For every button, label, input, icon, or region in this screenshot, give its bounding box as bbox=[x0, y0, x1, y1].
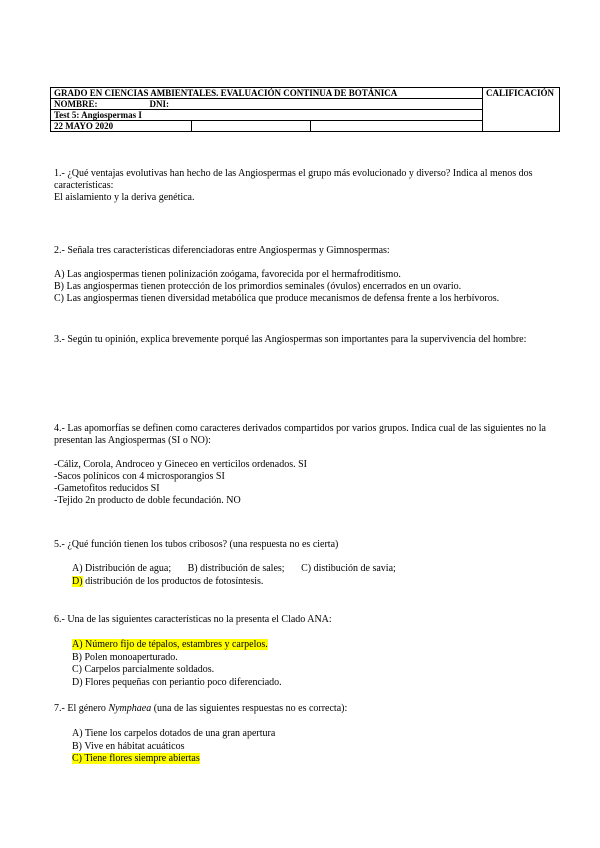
question-5-option-d-text: distribución de los productos de fotosíntesis. bbox=[82, 575, 264, 587]
question-5-options bbox=[72, 563, 396, 588]
question-5-text: 5.- ¿Qué función tienen los tubos cribosos? (una respuesta no es cierta) bbox=[54, 539, 339, 550]
question-1 bbox=[54, 168, 546, 204]
question-7 bbox=[54, 703, 546, 715]
question-6-option-b: B) Polen monoaperturado. bbox=[72, 651, 178, 663]
question-7-text-post: (una de las siguientes respuestas no es correcta): bbox=[151, 703, 348, 714]
question-4-item: -Sacos polínicos con 4 microsporangios SI bbox=[54, 471, 225, 482]
exam-title: GRADO EN CIENCIAS AMBIENTALES. EVALUACIÓN CONTINUA DE BOTÁNICA bbox=[51, 88, 483, 99]
question-7-options bbox=[72, 728, 275, 766]
question-7-option-b: B) Vive en hábitat acuáticos bbox=[72, 740, 185, 752]
question-5-option-a: A) Distribución de agua; bbox=[72, 563, 172, 574]
calificacion-cell: CALIFICACIÓN bbox=[483, 88, 560, 132]
question-6-option-d: D) Flores pequeñas con periantio poco diferenciado. bbox=[72, 676, 282, 688]
question-7-text bbox=[54, 703, 546, 715]
empty-cell-1 bbox=[192, 121, 311, 132]
question-6-option-c: C) Carpelos parcialmente soldados. bbox=[72, 664, 215, 675]
question-4-item: -Tejido 2n producto de doble fecundación. NO bbox=[54, 495, 241, 506]
question-5-option-c: C) distibución de savia; bbox=[301, 563, 396, 574]
question-4-item: -Gametofitos reducidos SI bbox=[54, 483, 160, 494]
question-2-answer-b: B) Las angiospermas tienen protección de los primordios seminales (óvulos) encerrados en un ovario. bbox=[54, 281, 462, 292]
header-table bbox=[50, 87, 560, 132]
nombre-label: NOMBRE: bbox=[54, 99, 98, 109]
question-6 bbox=[54, 614, 546, 626]
question-6-options bbox=[72, 639, 282, 689]
question-3-text: 3.- Según tu opinión, explica brevemente porqué las Angiospermas son importantes para la supervivencia del hombre: bbox=[54, 334, 527, 345]
question-7-text-pre: 7.- El género bbox=[54, 703, 109, 714]
question-1-answer: El aislamiento y la deriva genética. bbox=[54, 192, 195, 203]
question-2-answer-c: C) Las angiospermas tienen diversidad metabólica que produce mecanismos de defensa frente a los herbívoros. bbox=[54, 293, 500, 304]
question-6-text: 6.- Una de las siguientes características no la presenta el Clado ANA: bbox=[54, 614, 332, 625]
question-5-option-d-letter: D) bbox=[72, 575, 83, 587]
question-7-genus: Nymphaea bbox=[108, 703, 152, 714]
question-2-answer-a: A) Las angiospermas tienen polinización zoógama, favorecida por el hermafroditismo. bbox=[54, 269, 401, 280]
nombre-row bbox=[51, 99, 483, 110]
test-name: Test 5: Angiospermas I bbox=[51, 110, 483, 121]
question-5-option-d bbox=[72, 576, 396, 589]
question-5-option-b: B) distribución de sales; bbox=[187, 563, 285, 574]
question-4-item: -Cáliz, Corola, Androceo y Gineceo en verticilos ordenados. SI bbox=[54, 459, 307, 470]
empty-cell-2 bbox=[311, 121, 483, 132]
question-5-options-row1 bbox=[72, 563, 396, 576]
exam-date: 22 MAYO 2020 bbox=[51, 121, 192, 132]
question-2-text: 2.- Señala tres características diferenciadoras entre Angiospermas y Gimnospermas: bbox=[54, 245, 390, 256]
question-2 bbox=[54, 245, 546, 305]
question-4-text: 4.- Las apomorfías se definen como caracteres derivados compartidos por varios grupos. Indica cual de las siguientes no la presentan las Angiospermas (SI o NO): bbox=[54, 423, 546, 446]
question-5 bbox=[54, 539, 546, 551]
question-7-option-a: A) Tiene los carpelos dotados de una gran apertura bbox=[72, 728, 276, 739]
question-6-option-a: A) Número fijo de tépalos, estambres y carpelos. bbox=[72, 639, 268, 650]
question-3 bbox=[54, 334, 546, 346]
question-4 bbox=[54, 423, 546, 507]
question-1-text: 1.- ¿Qué ventajas evolutivas han hecho de las Angiospermas el grupo más evolucionado y diverso? Indica al menos dos características: bbox=[54, 168, 533, 191]
question-7-option-c: C) Tiene flores siempre abiertas bbox=[72, 753, 200, 764]
dni-label: DNI: bbox=[149, 99, 169, 109]
